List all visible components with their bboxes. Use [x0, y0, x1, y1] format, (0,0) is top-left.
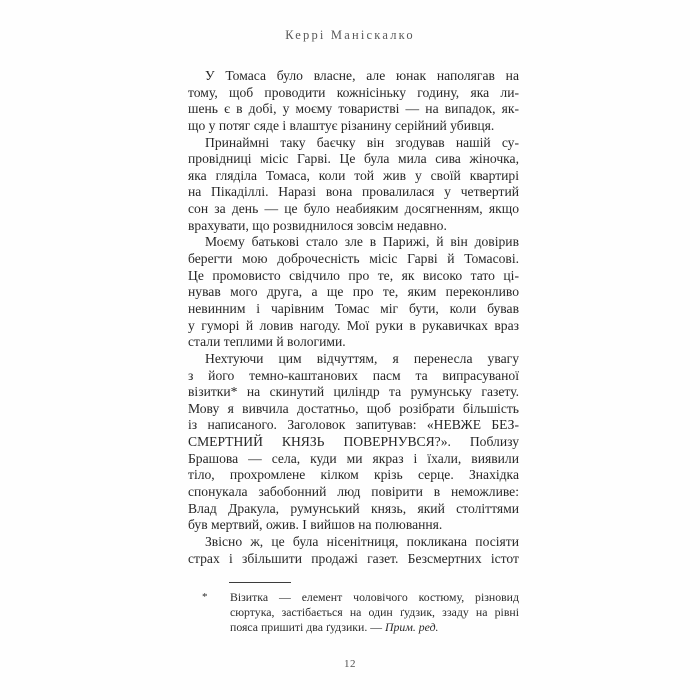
- body-line: Брашова — села, куди ми якраз і їхали, виявили: [188, 450, 519, 466]
- body-line: яка гляділа Томаса, коли той жив у своїй квартирі: [188, 167, 519, 183]
- footnote-line: [230, 620, 519, 635]
- body-line: сон за день — це було неабияким досягненням, якщо: [188, 201, 519, 217]
- page-number: 12: [344, 658, 356, 670]
- body-line: візитки* на скинутий циліндр та румунську газету.: [188, 384, 519, 400]
- body-line: був мертвий, ожив. І вийшов на полювання.: [188, 517, 443, 533]
- body-line: тіло, прохромлене кілком крізь серце. Знахідка: [188, 467, 519, 483]
- body-line: у гуморі й ловив нагоду. Мої руки в рукавичках враз: [188, 317, 519, 333]
- body-line: СМЕРТНИЙ КНЯЗЬ ПОВЕРНУВСЯ?». Поблизу: [188, 434, 519, 450]
- body-line: Мову я вивчила достатньо, щоб розібрати більшість: [188, 400, 519, 416]
- footnote-attribution: Прим. ред.: [385, 620, 439, 635]
- footnote: [202, 590, 519, 636]
- body-line: з його темно-каштанових пасм та випрасуваної: [188, 367, 519, 383]
- body-line: що у потяг сяде і влаштує різанину серійний убивця.: [188, 117, 495, 133]
- body-line: Це промовисто свідчило про те, як високо тато ці-: [188, 267, 519, 283]
- body-text: [188, 68, 519, 567]
- footnote-separator: [229, 582, 291, 583]
- body-line: страх і збільшити продажі газет. Безсмертних істот: [188, 550, 519, 566]
- body-line: провідниці місіс Гарві. Це була мила сива жіночка,: [188, 151, 519, 167]
- body-line: невинним і чарівним Томас міг бути, коли бував: [188, 300, 519, 316]
- footnote-marker: *: [202, 591, 208, 603]
- body-line: У Томаса було власне, але юнак наполягав на: [205, 68, 519, 83]
- footnote-line: [202, 590, 519, 605]
- body-line: Нехтуючи цим відчуттям, я перенесла увагу: [205, 350, 519, 366]
- body-line: нував мого друга, а ще про те, яким переконливо: [188, 284, 519, 300]
- body-line: тому, щоб проводити кожнісіньку годину, яка ли-: [188, 84, 519, 100]
- body-line: на Пікаділлі. Наразі вона провалилася у четвертий: [188, 184, 519, 200]
- body-line: спонукала забобонний люд повірити в неможливе:: [188, 484, 519, 500]
- body-line: Моєму батькові стало зле в Парижі, й він довірив: [205, 234, 519, 250]
- body-line: Принаймні таку баєчку він згодував нашій су-: [205, 134, 519, 150]
- footnote-text: пояса пришиті два ґудзики. —: [230, 620, 385, 635]
- body-line: берегти мою доброчесність місіс Гарві й Томасові.: [188, 251, 519, 267]
- body-line: Звісно ж, це була нісенітниця, покликана посіяти: [205, 533, 519, 549]
- body-line: стали теплими й вологими.: [188, 334, 346, 350]
- footnote-line: сюртука, застібається на один ґудзик, ззаду на рівні: [230, 605, 519, 620]
- footnote-text: Візитка — елемент чоловічого костюму, різновид: [230, 590, 519, 604]
- body-line: Влад Дракула, румунський князь, який століттями: [188, 500, 519, 516]
- running-head: Керрі Маніскалко: [285, 28, 415, 42]
- body-line: із написаного. Заголовок запитував: «НЕВЖЕ БЕЗ-: [188, 417, 519, 433]
- body-line: врахувати, що розвиднилося зовсім недавно.: [188, 217, 447, 233]
- body-line: шень є в добі, у моєму товаристві — на випадок, як-: [188, 101, 519, 117]
